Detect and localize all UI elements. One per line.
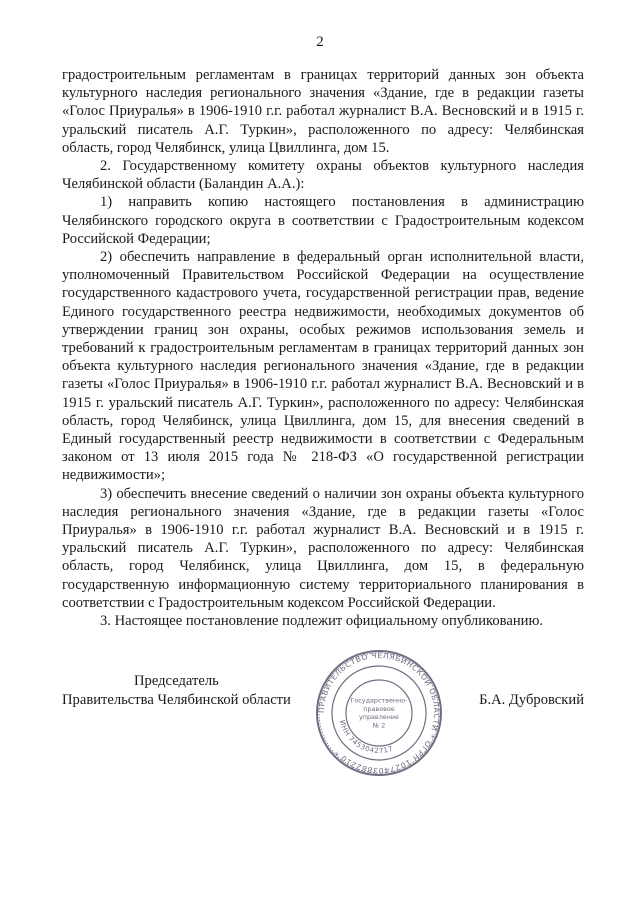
seal-center-line: управление	[359, 713, 399, 722]
svg-text:ПРАВИТЕЛЬСТВО ЧЕЛЯБИНСКОЙ ОБЛА: ПРАВИТЕЛЬСТВО ЧЕЛЯБИНСКОЙ ОБЛАСТИ * ОГРН 1027403882210 *	[316, 650, 442, 776]
signatory-title: Председатель	[134, 673, 219, 689]
seal-center-line: № 2	[372, 721, 386, 730]
paragraph-item-3: 3. Настоящее постановление подлежит официальному опубликованию.	[100, 613, 544, 630]
signatory-organization: Правительства Челябинской области	[62, 692, 291, 708]
paragraph-item-2: 2. Государственному комитету охраны объектов культурного наследия Челябинской области (Баландин А.А.):	[62, 158, 584, 193]
official-seal	[314, 648, 444, 778]
signatory-name: Б.А. Дубровский	[479, 692, 584, 708]
paragraph-subitem-2: 2) обеспечить направление в федеральный орган исполнительной власти, уполномоченный Правительством Российской Федерации на осуществление государственного кадастрового учета, государственной регистрации прав, ведение Единого государственного реестра недвижимости, необходимых документов об утверждении границ зон охраны, особых режимов использования земель и требований к градостроительным регламентам в границах территорий данных зон объекта культурного наследия регионального значения «Здание, где в редакции газеты «Голос Приуралья» в 1906-1910 г.г. работал журналист В.А. Весновский и в 1915 г. уральский писатель А.Г. Туркин», расположенного по адресу: Челябинская область, город Челябинск, улица Цвиллинга, дом 15, для внесения сведений в Единый государственный реестр недвижимости в соответствии с Федеральным законом от 13 июля 2015 года № 218-ФЗ «О государственной регистрации недвижимости»;	[62, 249, 584, 484]
document-body	[62, 66, 584, 630]
paragraph-continuation: градостроительным регламентам в границах территорий данных зон объекта культурного наследия регионального значения «Здание, где в редакции газеты «Голос Приуралья» в 1906-1910 г.г. работал журналист В.А. Весновский и в 1915 г. уральский писатель А.Г. Туркин», расположенного по адресу: Челябинская область, город Челябинск, улица Цвиллинга, дом 15.	[62, 67, 584, 156]
seal-center-line: правовое	[363, 704, 395, 713]
seal-center-line: Государственно-	[350, 696, 408, 705]
seal-stamp-icon	[314, 648, 444, 778]
svg-text:ИНН 7453042717: ИНН 7453042717	[337, 719, 395, 756]
paragraph-subitem-1: 1) направить копию настоящего постановления в администрацию Челябинского городского округа в соответствии с Градостроительным кодексом Российской Федерации;	[62, 194, 584, 247]
paragraph-subitem-3: 3) обеспечить внесение сведений о наличии зон охраны объекта культурного наследия регионального значения «Здание, где в редакции газеты «Голос Приуралья» в 1906-1910 г.г. работал журналист В.А. Весновский и в 1915 г. уральский писатель А.Г. Туркин», расположенного по адресу: Челябинская область, город Челябинск, улица Цвиллинга, дом 15, в федеральную государственную информационную систему территориального планирования в соответствии с Градостроительным кодексом Российской Федерации.	[62, 485, 584, 611]
page-number: 2	[316, 34, 324, 50]
